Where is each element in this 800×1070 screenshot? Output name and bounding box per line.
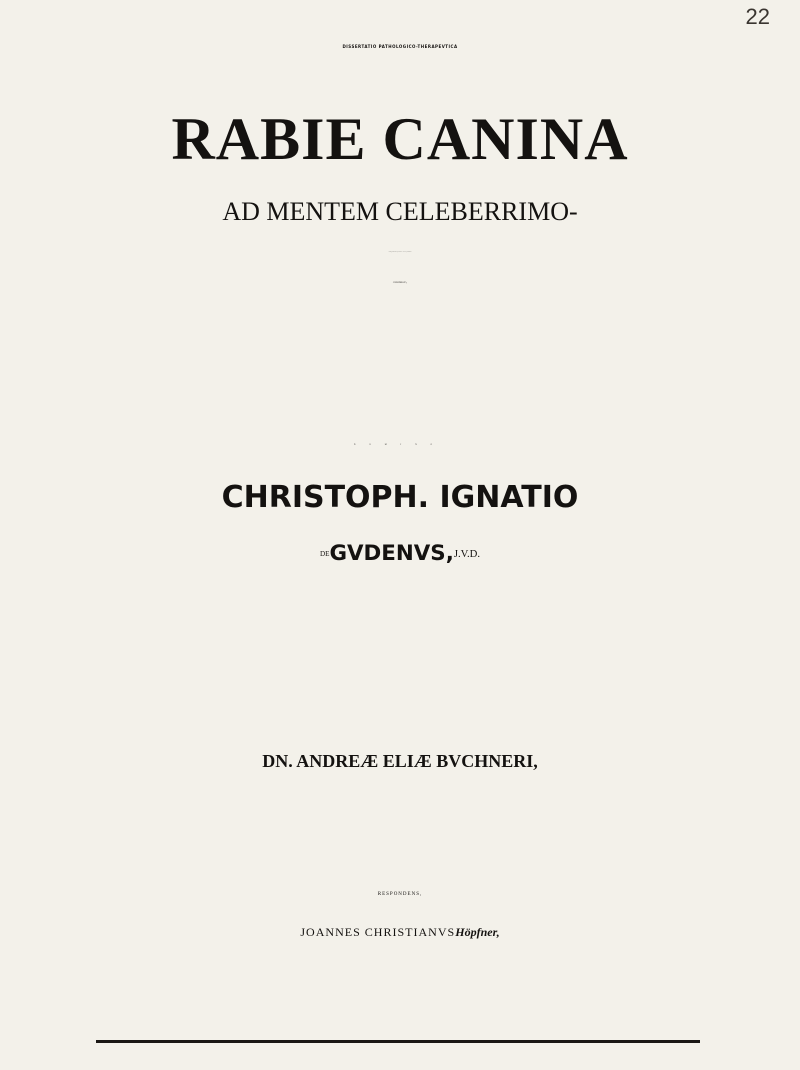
domino: DOMINO <box>353 444 447 446</box>
respondent-surname: Höpfner, <box>455 925 500 939</box>
de-prefix: DE <box>319 550 330 558</box>
respondent-line <box>0 925 800 940</box>
considerata: CONSIDERATA, <box>392 282 408 284</box>
dissertation-type: DISSERTATIO PATHOLOGICO-THERAPEVTICA <box>342 44 458 49</box>
rector-surname: GVDENVS, <box>329 541 454 566</box>
subtitle-line-2: RVM QVORVNDAM, NOSTRÆ ÆTATIS, VIRORVM <box>388 252 412 253</box>
respondens: RESPONDENS, <box>377 892 423 897</box>
main-title: RABIE CANINA <box>171 106 629 172</box>
subtitle-line-1: AD MENTEM CELEBERRIMO- <box>222 197 578 226</box>
rector-surname-line <box>0 526 800 586</box>
page-number: 22 <box>745 4 770 29</box>
imprint-rule <box>96 1040 700 1043</box>
rector-degree: J.V.D. <box>453 548 481 560</box>
rector-name: CHRISTOPH. IGNATIO <box>221 480 579 515</box>
praeses-name: DN. ANDREÆ ELIÆ BVCHNERI, <box>262 751 538 771</box>
respondent-name: JOANNES CHRISTIANVS <box>300 925 456 939</box>
